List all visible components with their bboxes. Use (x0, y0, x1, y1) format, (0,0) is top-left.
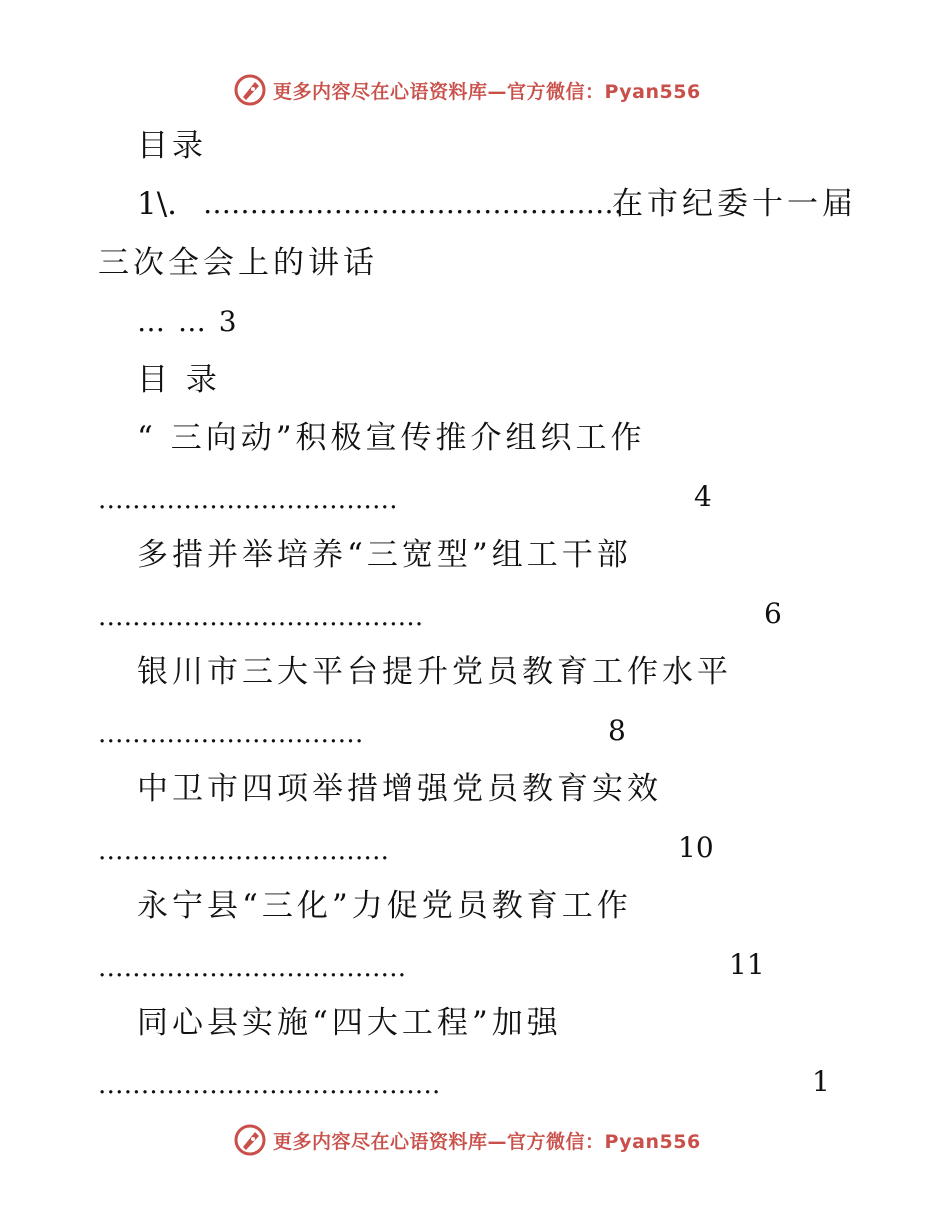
toc-item-leader: ...................................... (98, 602, 424, 632)
watermark-text: 更多内容尽在心语资料库—官方微信：Pyan556 (273, 80, 701, 103)
toc-item-title: 多措并举培养“三宽型”组工干部 (137, 537, 632, 573)
toc-item-page: 11 (729, 948, 765, 981)
toc-entry-title: 在市纪委十一届 (612, 186, 857, 222)
toc-item-title: 同心县实施“四大工程”加强 (137, 1005, 562, 1041)
toc-item-title: 中卫市四项举措增强党员教育实效 (137, 771, 662, 807)
toc-item-leader: .................................. (98, 836, 390, 866)
toc-item-page: 8 (608, 714, 626, 747)
toc-entry-leader: ……………………………………… (203, 187, 623, 220)
toc-item-leader: .................................... (98, 953, 407, 983)
toc-entry-title-continued: 三次全会上的讲话 (98, 245, 378, 281)
toc-item-page: 10 (678, 831, 714, 864)
pen-nib-icon (233, 73, 267, 107)
toc-item-page: 1 (812, 1065, 830, 1098)
toc-item-leader: ........................................ (98, 1070, 441, 1100)
toc-item-title: 永宁县“三化”力促党员教育工作 (137, 888, 632, 924)
toc-item-leader: ............................... (98, 719, 364, 749)
toc-item-page: 6 (764, 597, 782, 630)
pen-nib-icon (233, 1123, 267, 1157)
toc-item-title: “ 三向动”积极宣传推介组织工作 (137, 420, 646, 456)
toc-item-page: 4 (694, 480, 712, 513)
toc-item-leader: ................................... (98, 485, 398, 515)
toc-entry-prefix: 1\. (137, 186, 178, 222)
watermark-text: 更多内容尽在心语资料库—官方微信：Pyan556 (273, 1130, 701, 1153)
toc-entry-page: … … 3 (137, 305, 239, 338)
watermark-top (233, 72, 701, 108)
toc-heading-2: 目 录 (137, 362, 221, 398)
toc-item-title: 银川市三大平台提升党员教育工作水平 (137, 654, 732, 690)
toc-heading: 目录 (137, 128, 207, 164)
watermark-bottom (233, 1122, 701, 1158)
